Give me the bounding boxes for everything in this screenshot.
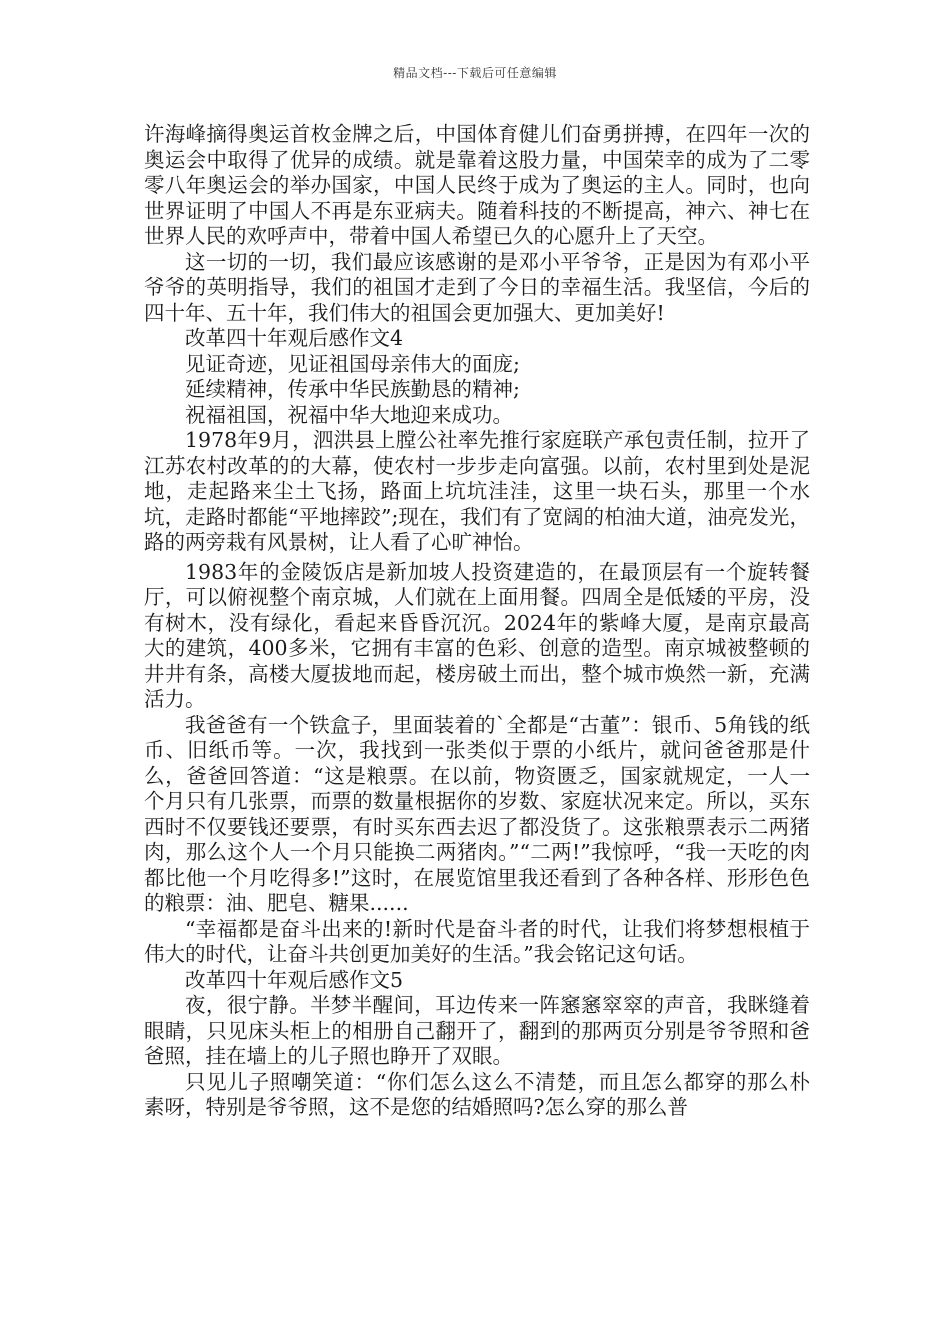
paragraph-iron-box: 我爸爸有一个铁盒子，里面装着的`全都是“古董”：银币、5角钱的纸币、旧纸币等。一次，我找到一张类似于票的小纸片，就问爸爸那是什么，爸爸回答道：“这是粮票。在以前，物资匮乏，国家就规定，一人一个月只有几张票，而票的数量根据你的岁数、家庭状况来定。所以，买东西时不仅要钱还要票，有时买东西去迟了都没货了。这张粮票表示二两猪肉，那么这个人一个月只能换二两猪肉。”“二两!”我惊呼，“我一天吃的肉都比他一个月吃得多!”这时，在展览馆里我还看到了各种各样、形形色色的粮票：油、肥皂、糖果...... (144, 712, 810, 915)
paragraph-bless: 祝福祖国，祝福中华大地迎来成功。 (185, 402, 513, 427)
paragraph-continue: 延续精神，传承中华民族勤恳的精神; (185, 377, 520, 401)
section-heading-5: 改革四十年观后感作文5 (185, 967, 404, 992)
paragraph-night: 夜，很宁静。半梦半醒间，耳边传来一阵窸窸窣窣的声音，我眯缝着眼睛，只见床头柜上的相册自己翻开了，翻到的那两页分别是爷爷照和爸爸照，挂在墙上的儿子照也睁开了双眼。 (144, 993, 810, 1068)
paragraph-1983: 1983年的金陵饭店是新加坡人投资建造的，在最顶层有一个旋转餐厅，可以俯视整个南京城，人们就在上面用餐。四周全是低矮的平房，没有树木，没有绿化，看起来昏昏沉沉。2024年的紫峰大厦，是南京最高大的建筑，400多米，它拥有丰富的色彩、创意的造型。南京城被整顿的井井有条，高楼大厦拔地而起，楼房破土而出，整个城市焕然一新，充满活力。 (144, 559, 810, 711)
paragraph-happiness: “幸福都是奋斗出来的!新时代是奋斗者的时代，让我们将梦想根植于伟大的时代，让奋斗共创更加美好的生活。”我会铭记这句话。 (144, 916, 810, 966)
paragraph-1978: 1978年9月，泗洪县上膛公社率先推行家庭联产承包责任制，拉开了江苏农村改革的的大幕，使农村一步步走向富强。以前，农村里到处是泥地，走起路来尘土飞扬，路面上坑坑洼洼，这里一块石头，那里一个水坑，走路时都能“平地摔跤”;现在，我们有了宽阔的柏油大道，油亮发光，路的两旁栽有风景树，让人看了心旷神怡。 (144, 428, 810, 554)
document-body (144, 122, 810, 1121)
paragraph-gratitude: 这一切的一切，我们最应该感谢的是邓小平爷爷，正是因为有邓小平爷爷的英明指导，我们的祖国才走到了今日的幸福生活。我坚信，今后的四十年、五十年，我们伟大的祖国会更加强大、更加美好! (144, 249, 810, 325)
section-heading-4: 改革四十年观后感作文4 (185, 326, 404, 350)
paragraph-witness: 见证奇迹，见证祖国母亲伟大的面庞; (185, 351, 520, 376)
page-header: 精品文档---下载后可任意编辑 (393, 66, 557, 80)
paragraph-son-photo: 只见儿子照嘲笑道：“你们怎么这么不清楚，而且怎么都穿的那么朴素呀，特别是爷爷照，这不是您的结婚照吗?怎么穿的那么普 (144, 1069, 810, 1119)
paragraph-olympics: 许海峰摘得奥运首枚金牌之后，中国体育健儿们奋勇拼搏，在四年一次的奥运会中取得了优异的成绩。就是靠着这股力量，中国荣幸的成为了二零零八年奥运会的举办国家，中国人民终于成为了奥运的主人。同时，也向世界证明了中国人不再是东亚病夫。随着科技的不断提高，神六、神七在世界人民的欢呼声中，带着中国人希望已久的心愿升上了天空。 (144, 122, 810, 248)
